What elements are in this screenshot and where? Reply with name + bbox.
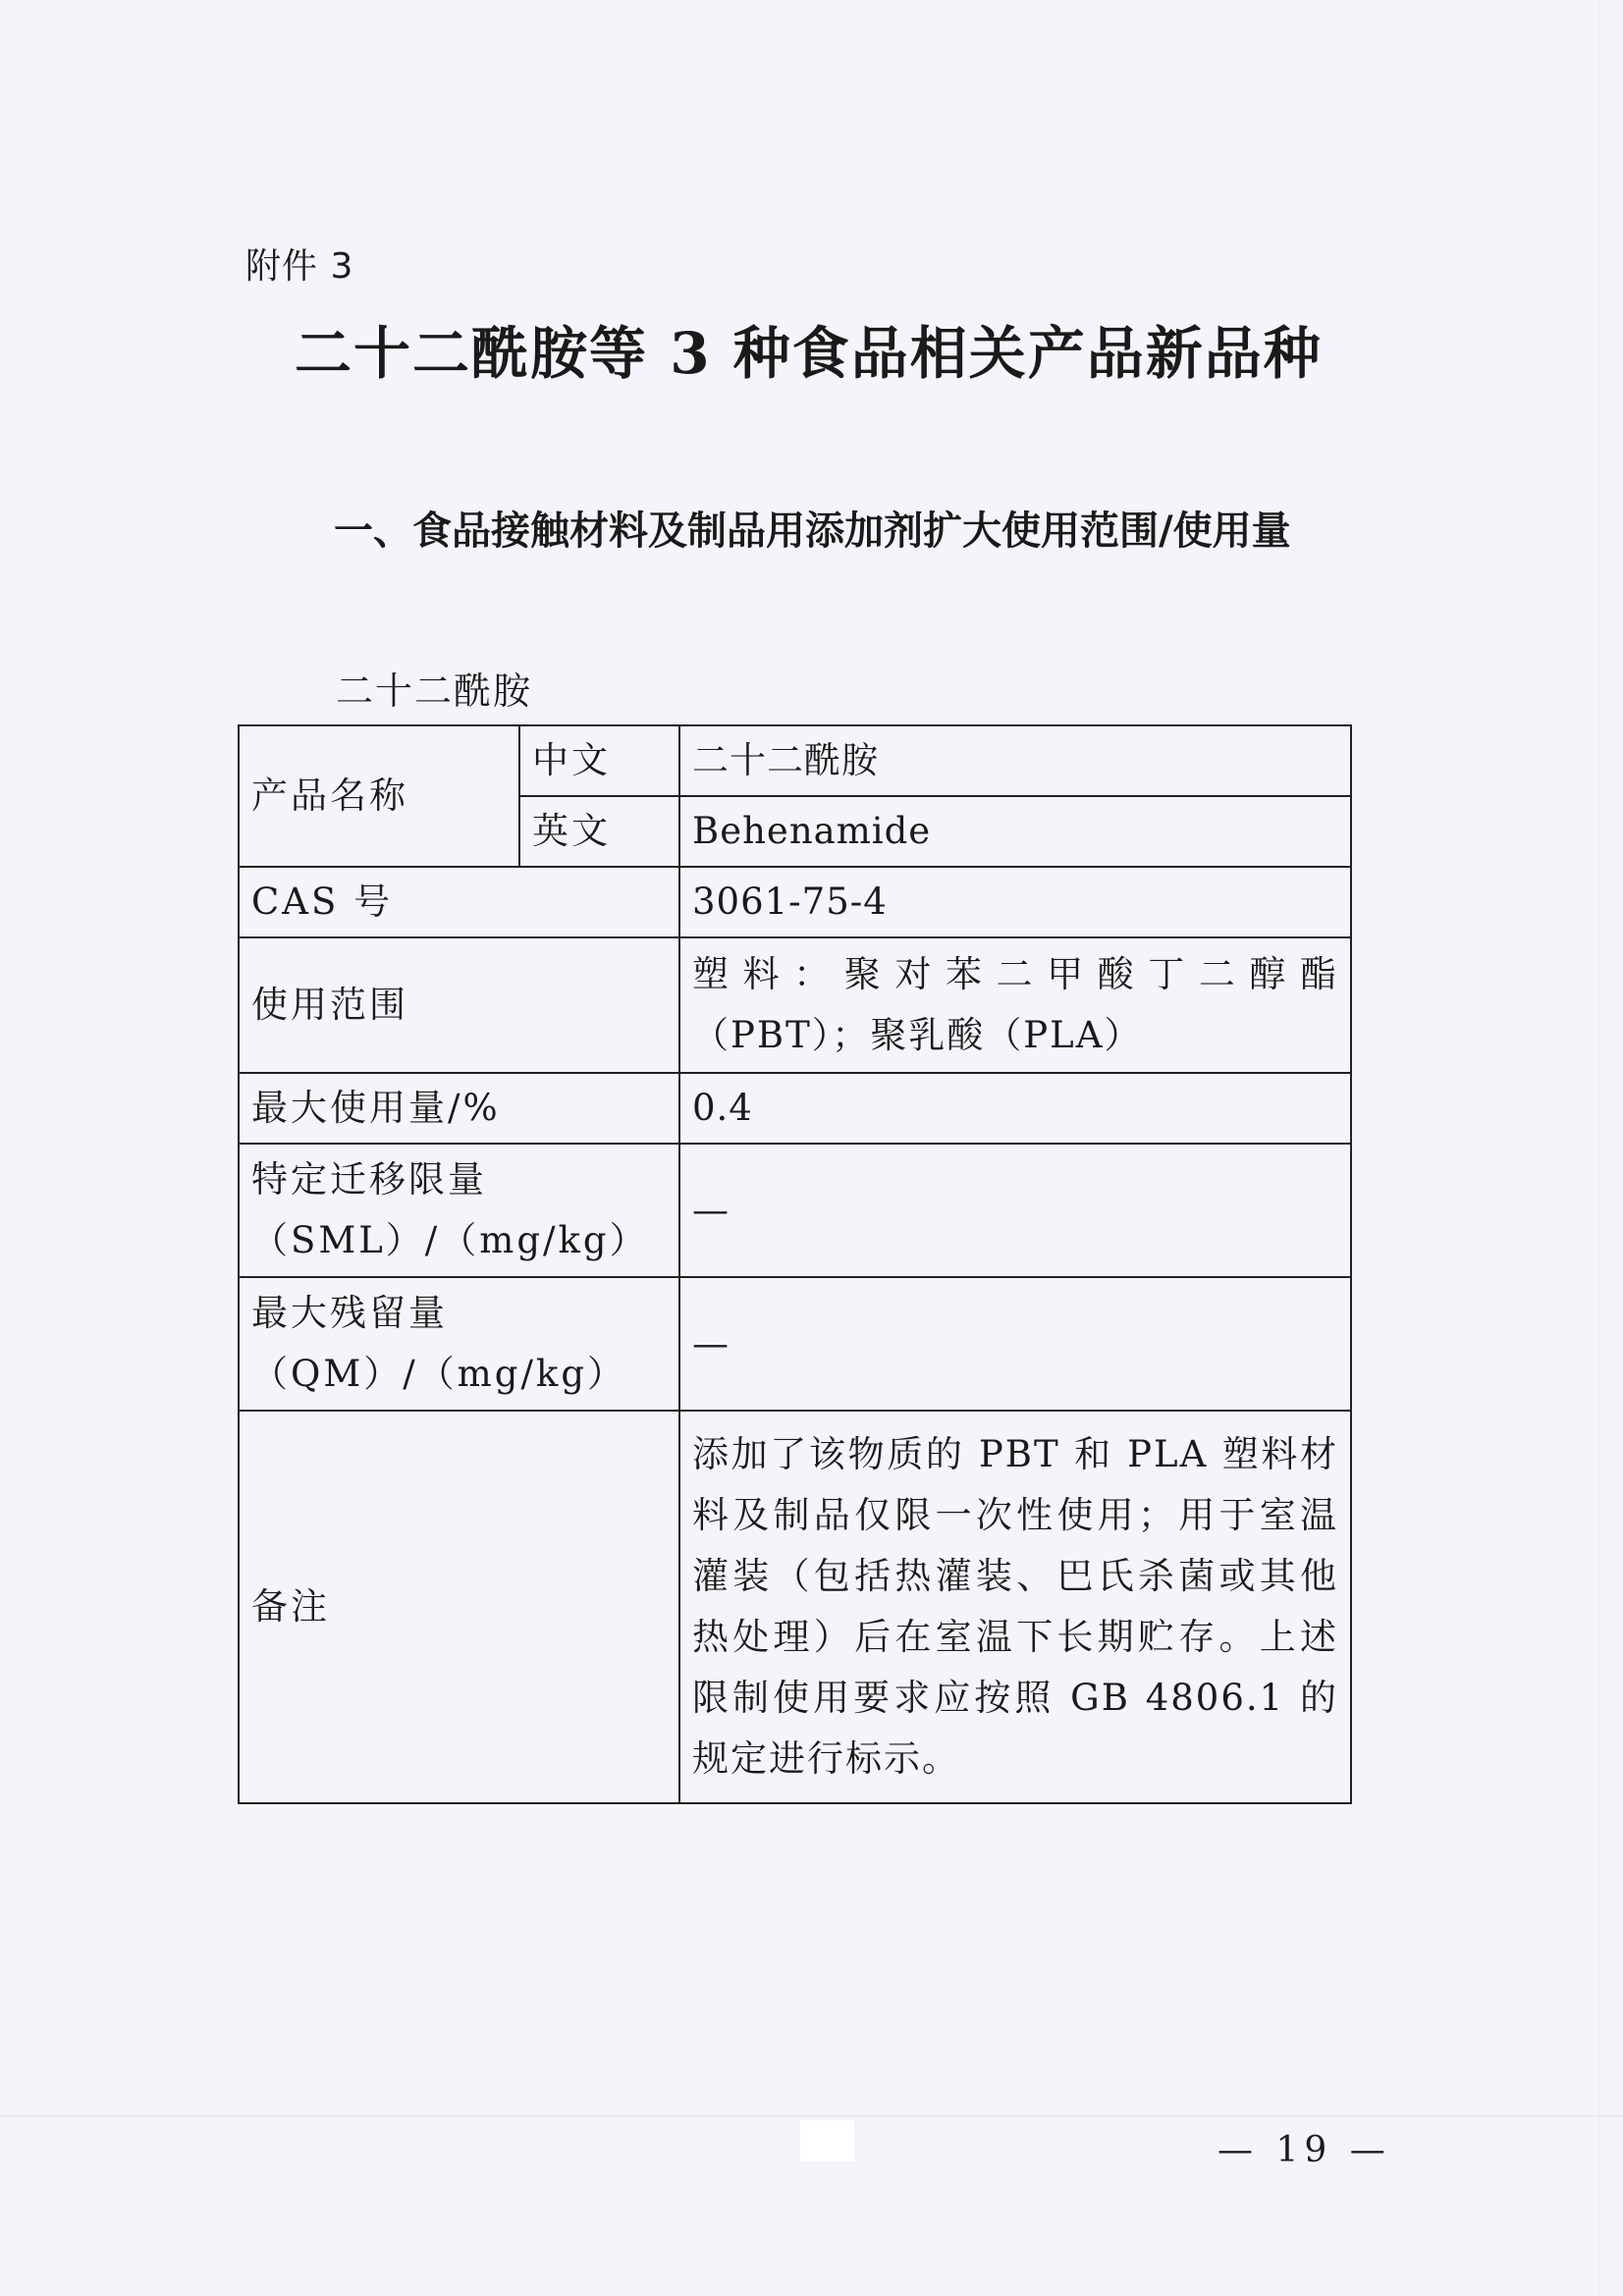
remarks-value: 添加了该物质的 PBT 和 PLA 塑料材料及制品仅限一次性使用；用于室温灌装（包括热灌装、巴氏杀菌或其他热处理）后在室温下长期贮存。上述限制使用要求应按照 GB 4806.1 的规定进行标示。 — [679, 1411, 1351, 1803]
english-label: 英文 — [519, 796, 679, 867]
table-row — [239, 1073, 1351, 1144]
scope-value: 塑料：聚对苯二甲酸丁二醇酯（PBT）；聚乳酸（PLA） — [679, 937, 1351, 1073]
qm-value: — — [679, 1277, 1351, 1411]
cas-label: CAS 号 — [239, 867, 679, 937]
qm-label — [239, 1277, 679, 1411]
table-row — [239, 1144, 1351, 1277]
page-divider — [0, 2115, 1623, 2116]
sml-value: — — [679, 1144, 1351, 1277]
max-use-value: 0.4 — [679, 1073, 1351, 1144]
english-value: Behenamide — [679, 796, 1351, 867]
document-title: 二十二酰胺等 3 种食品相关产品新品种 — [295, 320, 1323, 387]
scope-label: 使用范围 — [239, 937, 679, 1073]
max-use-label: 最大使用量/% — [239, 1073, 679, 1144]
table-row — [239, 1411, 1351, 1803]
attachment-label: 附件 3 — [245, 246, 354, 287]
sml-label — [239, 1144, 679, 1277]
page-number: — 19 — — [1217, 2130, 1391, 2170]
section-heading: 一、食品接触材料及制品用添加剂扩大使用范围/使用量 — [334, 508, 1291, 554]
page-tab — [800, 2120, 854, 2162]
qm-label-line1: 最大残留量 — [251, 1292, 448, 1334]
qm-label-line2: （QM）/（mg/kg） — [251, 1353, 627, 1395]
product-name-label: 产品名称 — [239, 725, 519, 867]
sml-label-line1: 特定迁移限量 — [251, 1158, 487, 1201]
chinese-value: 二十二酰胺 — [679, 725, 1351, 796]
table-row — [239, 937, 1351, 1073]
table-row — [239, 725, 1351, 796]
table-row — [239, 867, 1351, 937]
page-edge — [1598, 0, 1599, 2296]
specification-table — [238, 724, 1352, 1804]
remarks-label: 备注 — [239, 1411, 679, 1803]
chinese-label: 中文 — [519, 725, 679, 796]
table-row — [239, 1277, 1351, 1411]
sml-label-line2: （SML）/（mg/kg） — [251, 1219, 649, 1261]
cas-value: 3061-75-4 — [679, 867, 1351, 937]
substance-name: 二十二酰胺 — [336, 669, 533, 713]
